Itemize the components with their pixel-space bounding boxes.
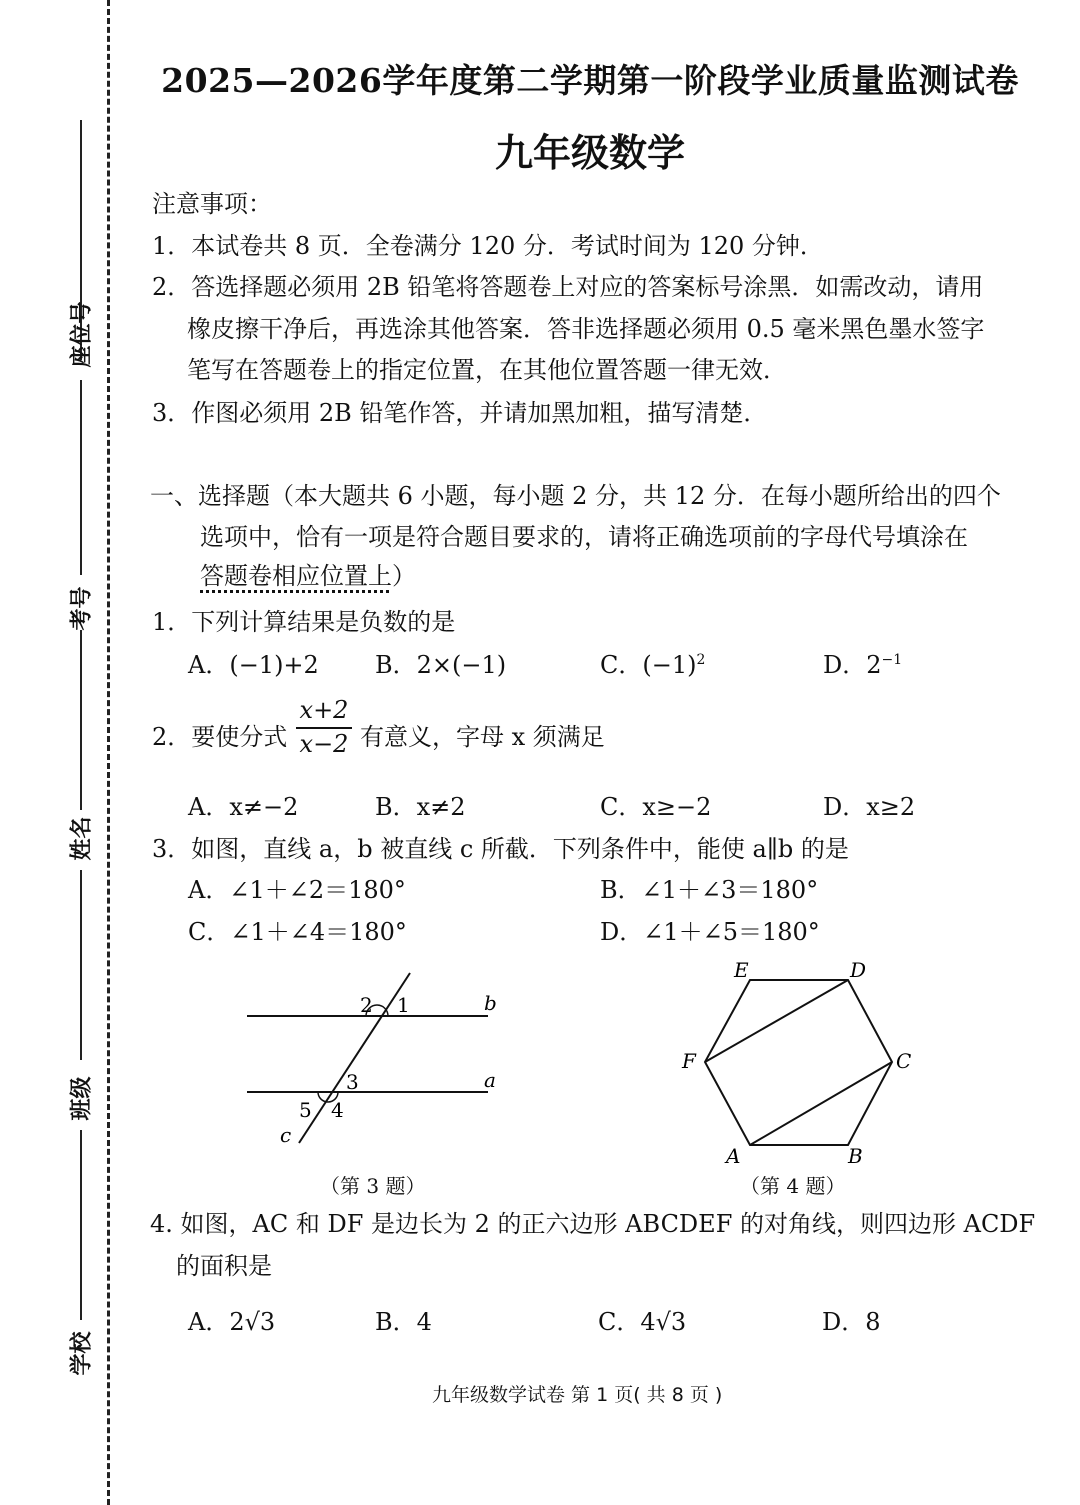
note-item-2-cont2: 笔写在答题卷上的指定位置，在其他位置答题一律无效． [187, 356, 787, 384]
name-line [80, 630, 82, 810]
exam-subject: 九年级数学 [494, 130, 685, 175]
vertex-label-f: F [682, 1049, 696, 1073]
note-item-1: 1．本试卷共 8 页．全卷满分 120 分．考试时间为 120 分钟． [152, 232, 824, 260]
line-c [299, 973, 410, 1143]
q1-option-d [823, 645, 902, 680]
q1-option-c-exp: 2 [696, 652, 706, 668]
exam-title: 2025—2026学年度第二学期第一阶段学业质量监测试卷 [161, 61, 1019, 100]
q3-option-b: B．∠1＋∠3＝180° [600, 876, 819, 904]
note-item-3: 3．作图必须用 2B 铅笔作答，并请加黑加粗，描写清楚． [152, 399, 768, 427]
q2-fraction [296, 696, 352, 758]
cut-line [107, 0, 110, 1505]
angle-label-1: 1 [397, 993, 410, 1017]
section1-close: ） [392, 562, 416, 590]
figure-q4-caption: （第 4 题） [740, 1174, 846, 1198]
line-label-a: a [484, 1068, 496, 1092]
q2-option-c: C．x≥−2 [600, 793, 712, 821]
figure-q3-caption: （第 3 题） [320, 1174, 426, 1198]
vertex-label-d: D [850, 958, 867, 982]
section1-heading: 一、选择题（本大题共 6 小题，每小题 2 分，共 12 分．在每小题所给出的四个 [150, 482, 1001, 510]
hexagon-abcdef [705, 980, 892, 1145]
q2-fraction-numerator: x+2 [299, 696, 349, 724]
q2-option-b: B．x≠2 [375, 793, 466, 821]
q2-option-d: D．x≥2 [823, 793, 916, 821]
q1-option-d-exp: −1 [881, 652, 903, 668]
school-label: 学校 [69, 1331, 95, 1376]
figure-q4 [670, 955, 930, 1170]
q1-option-c [600, 645, 705, 680]
class-label: 班级 [69, 1076, 95, 1121]
q1-option-b: B．2×(−1) [375, 651, 507, 679]
vertex-label-e: E [734, 958, 749, 982]
angle-label-2: 2 [360, 993, 373, 1017]
angle-label-5: 5 [299, 1098, 312, 1122]
q4-option-c: C．4√3 [598, 1308, 687, 1336]
angle-label-3: 3 [346, 1070, 359, 1094]
notes-heading: 注意事项： [152, 190, 272, 218]
q2-stem-post: 有意义，字母 x 须满足 [360, 723, 605, 751]
q3-stem: 3．如图，直线 a，b 被直线 c 所截．下列条件中，能使 a∥b 的是 [152, 835, 849, 863]
exam-no-line [80, 380, 82, 575]
vertex-label-a: A [726, 1144, 741, 1168]
q4-option-d: D．8 [822, 1308, 881, 1336]
q1-option-d-base: D．2 [823, 651, 882, 679]
q1-stem: 1．下列计算结果是负数的是 [152, 608, 456, 636]
q3-option-d: D．∠1＋∠5＝180° [600, 918, 820, 946]
q1-option-c-base: C．(−1) [600, 651, 697, 679]
figure-q3 [230, 960, 530, 1160]
section1-line3 [200, 556, 416, 591]
q3-option-c: C．∠1＋∠4＝180° [188, 918, 407, 946]
angle-label-4: 4 [331, 1098, 344, 1122]
section1-emphasis: 答题卷相应位置上 [200, 562, 392, 590]
line-label-c: c [280, 1123, 292, 1147]
q4-stem: 4. 如图，AC 和 DF 是边长为 2 的正六边形 ABCDEF 的对角线，则四边形 ACDF [150, 1210, 1036, 1238]
vertex-label-b: B [848, 1144, 863, 1168]
class-line [80, 870, 82, 1060]
q1-option-a: A．(−1)+2 [188, 651, 319, 679]
q2-option-a: A．x≠−2 [188, 793, 299, 821]
note-item-2: 2．答选择题必须用 2B 铅笔将答题卷上对应的答案标号涂黑．如需改动，请用 [152, 273, 984, 301]
vertex-label-c: C [896, 1049, 912, 1073]
page-footer: 九年级数学试卷 第 1 页( 共 8 页 ) [432, 1384, 723, 1406]
name-label: 姓名 [69, 816, 95, 861]
note-item-2-cont: 橡皮擦干净后，再选涂其他答案．答非选择题必须用 0.5 毫米黑色墨水签字 [187, 315, 985, 343]
exam-no-label: 考号 [69, 586, 95, 631]
q4-option-b: B．4 [375, 1308, 432, 1336]
q2-fraction-denominator: x−2 [299, 730, 349, 758]
q3-option-a: A．∠1＋∠2＝180° [188, 876, 406, 904]
q4-stem-cont: 的面积是 [176, 1252, 272, 1280]
line-label-b: b [484, 991, 497, 1015]
q2-stem-pre: 2．要使分式 [152, 723, 288, 751]
section1-line2: 选项中，恰有一项是符合题目要求的，请将正确选项前的字母代号填涂在 [200, 523, 968, 551]
seat-label: 座位号 [69, 301, 95, 368]
q4-option-a: A．2√3 [188, 1308, 276, 1336]
q2-fraction-bar [296, 727, 352, 729]
school-line [80, 1130, 82, 1320]
